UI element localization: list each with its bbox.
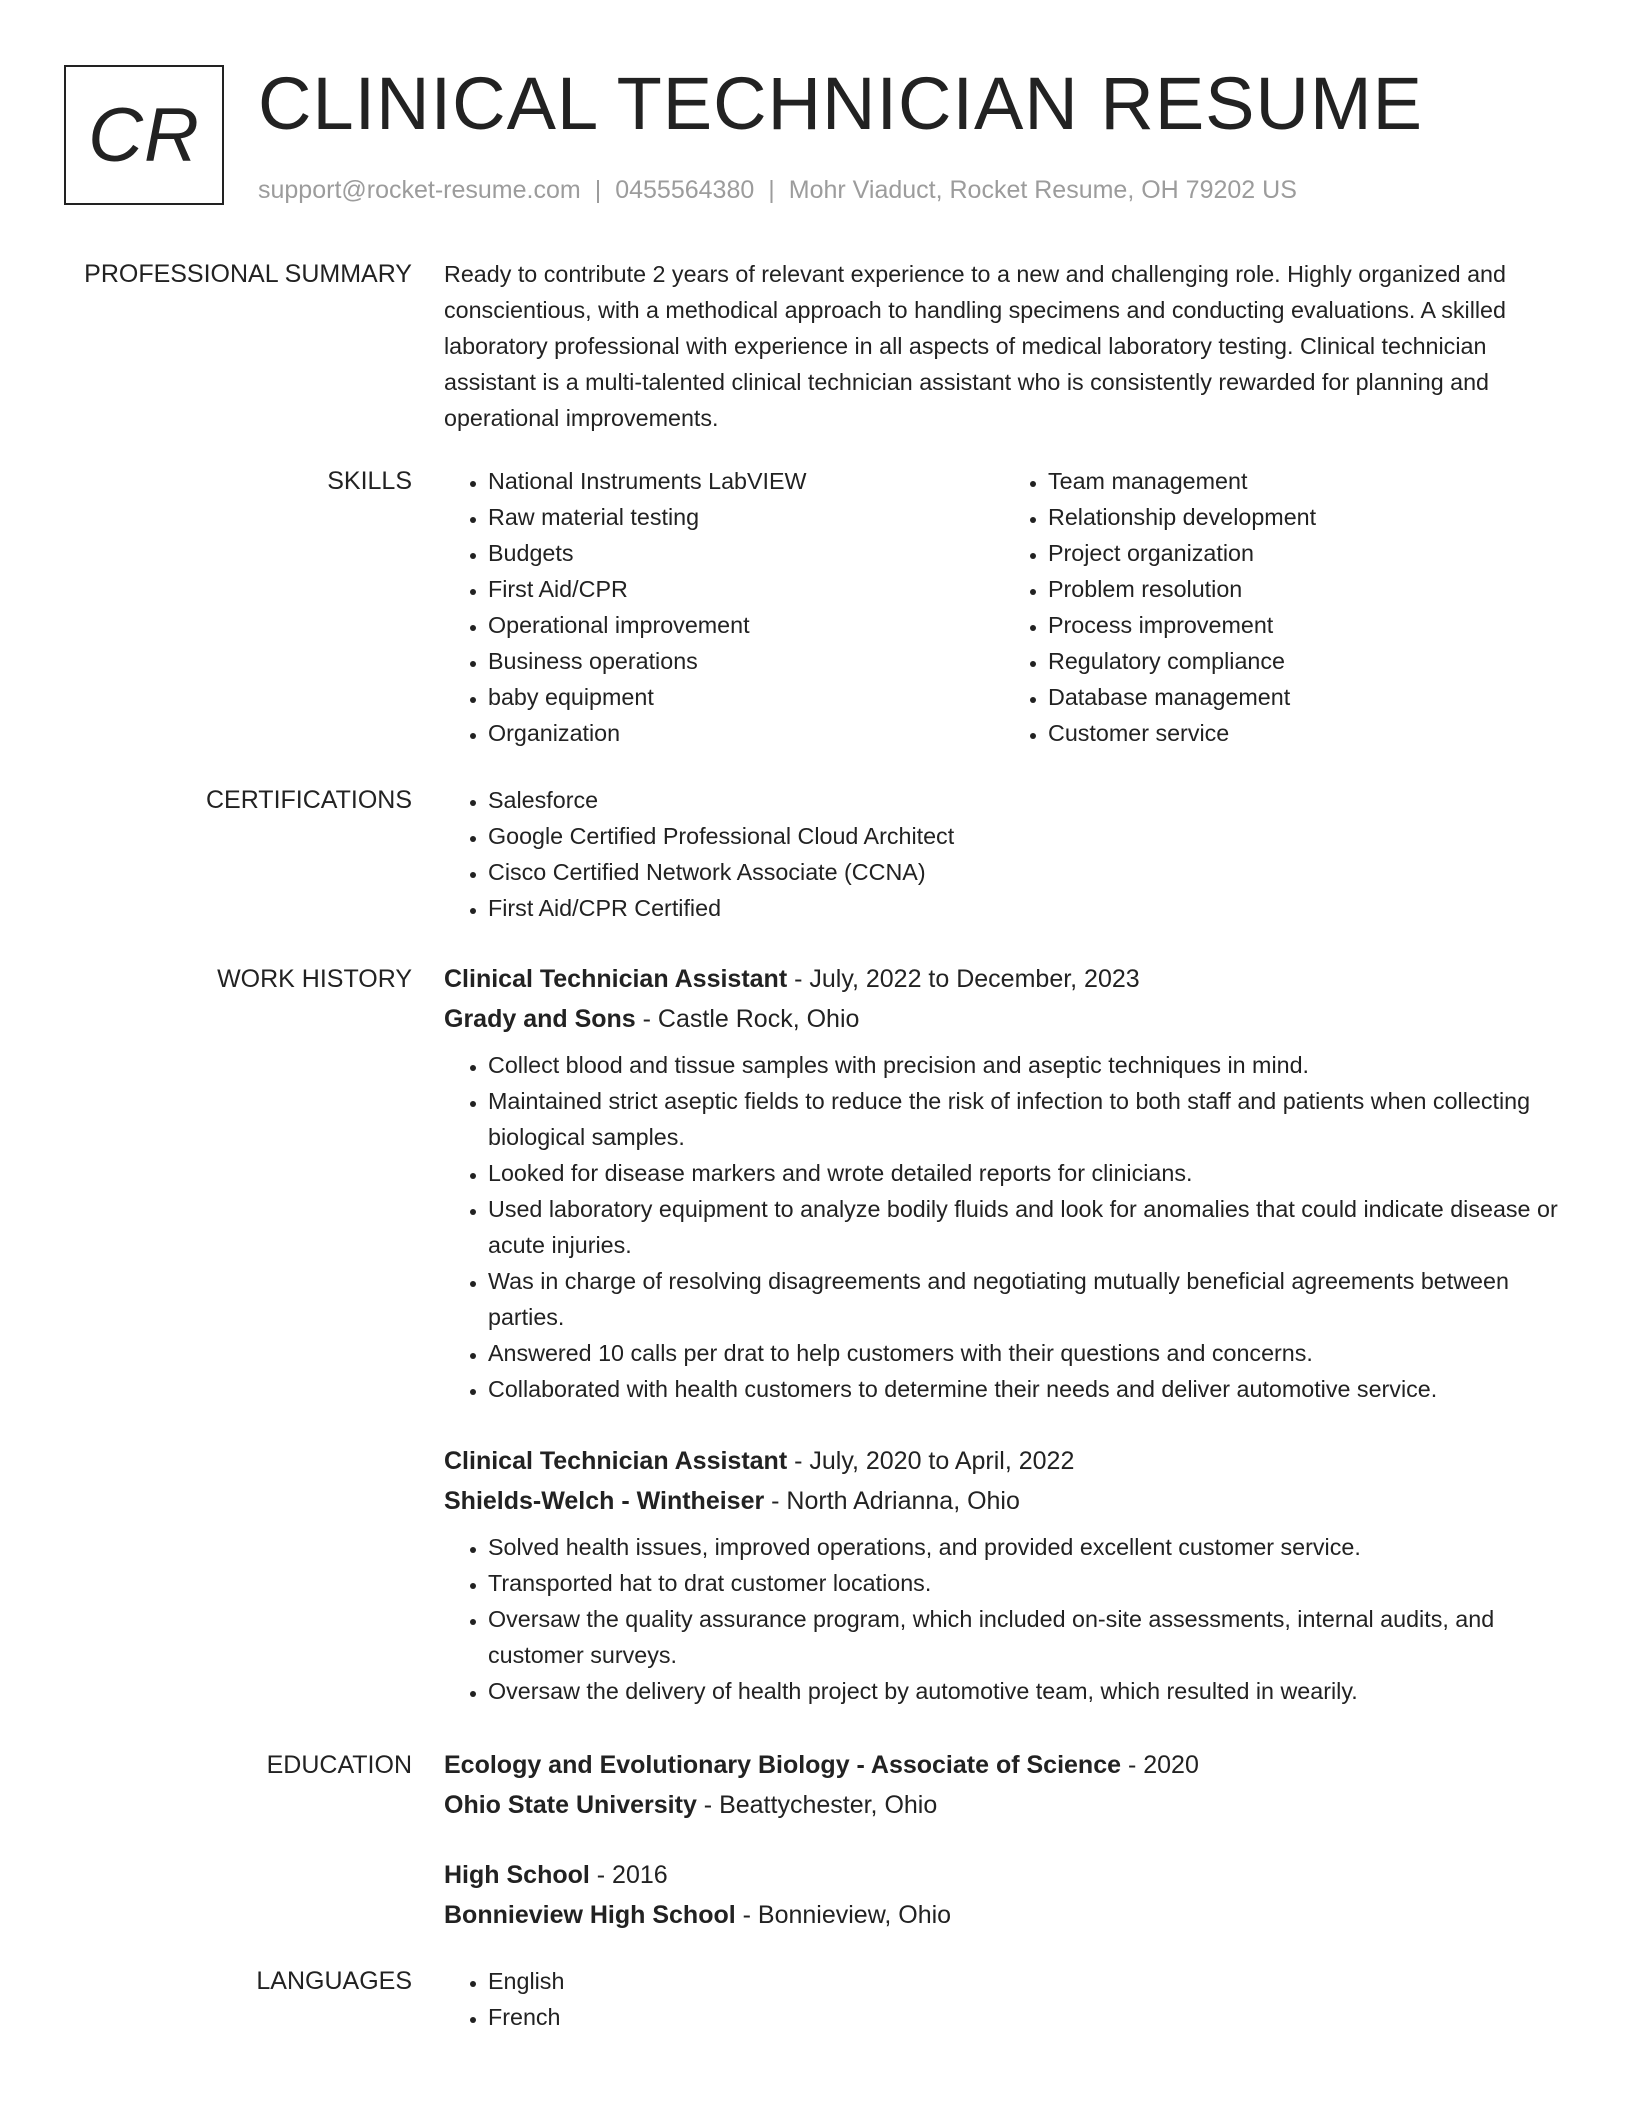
job-entry: [444, 959, 1564, 1407]
skills-content: [444, 463, 1564, 751]
education-school-line: [444, 1895, 1564, 1935]
work-history-label: WORK HISTORY: [217, 965, 412, 993]
education-location: - Bonnieview, Ohio: [735, 1901, 952, 1929]
summary-label: PROFESSIONAL SUMMARY: [84, 260, 412, 288]
job-title-line: [444, 959, 1564, 999]
job-bullet: • Transported hat to drat customer locations.: [488, 1565, 1564, 1601]
job-bullet: • Answered 10 calls per drat to help customers with their questions and concerns.: [488, 1335, 1564, 1371]
job-company: Shields-Welch - Wintheiser: [444, 1487, 765, 1515]
skill-item: • Project organization: [1048, 535, 1564, 571]
job-bullet: • Oversaw the delivery of health project by automotive team, which resulted in wearily.: [488, 1673, 1564, 1709]
job-bullet: • Collaborated with health customers to determine their needs and deliver automotive service.: [488, 1371, 1564, 1407]
certifications-list: [444, 782, 1564, 926]
job-bullets: [444, 1047, 1564, 1407]
languages-content: [444, 1963, 1564, 2035]
languages-list: [444, 1963, 1564, 2035]
contact-separator: |: [594, 176, 602, 204]
job-bullet: • Used laboratory equipment to analyze bodily fluids and look for anomalies that could indicate disease or acute injuries.: [488, 1191, 1564, 1263]
job-bullet: • Oversaw the quality assurance program, which included on-site assessments, internal audits, and customer surveys.: [488, 1601, 1564, 1673]
certification-item: • Google Certified Professional Cloud Architect: [488, 818, 1564, 854]
job-bullet: • Solved health issues, improved operations, and provided excellent customer service.: [488, 1529, 1564, 1565]
education-location: - Beattychester, Ohio: [696, 1791, 938, 1819]
contact-phone: 0455564380: [615, 176, 755, 204]
job-company-line: [444, 1481, 1564, 1521]
certification-item: • First Aid/CPR Certified: [488, 890, 1564, 926]
contact-address: Mohr Viaduct, Rocket Resume, OH 79202 US: [788, 176, 1297, 204]
education-degree-line: [444, 1745, 1564, 1785]
skill-item: • Team management: [1048, 463, 1564, 499]
job-bullet: • Looked for disease markers and wrote detailed reports for clinicians.: [488, 1155, 1564, 1191]
job-bullet: • Maintained strict aseptic fields to reduce the risk of infection to both staff and patients when collecting biological samples.: [488, 1083, 1564, 1155]
skill-item: • Business operations: [488, 643, 1004, 679]
summary-text: Ready to contribute 2 years of relevant experience to a new and challenging role. Highly organized and conscientious, with a methodical approach to handling specimens and conducting evaluations. A skilled laboratory professional with experience in all aspects of medical laboratory testing. Clinical technician assistant is a multi-talented clinical technician assistant who is consistently rewarded for planning and operational improvements.: [444, 261, 1506, 431]
resume-title: CLINICAL TECHNICIAN RESUME: [258, 62, 1423, 145]
languages-label: LANGUAGES: [256, 1967, 412, 1995]
education-year: - 2016: [589, 1861, 668, 1889]
skill-item: • Regulatory compliance: [1048, 643, 1564, 679]
resume-header: [64, 62, 1564, 215]
skill-item: • First Aid/CPR: [488, 571, 1004, 607]
job-title: Clinical Technician Assistant: [444, 1447, 788, 1475]
skills-list-right: [1004, 463, 1564, 751]
job-bullet: • Collect blood and tissue samples with precision and aseptic techniques in mind.: [488, 1047, 1564, 1083]
skill-item: • National Instruments LabVIEW: [488, 463, 1004, 499]
certifications-content: [444, 782, 1564, 926]
summary-content: [444, 256, 1564, 436]
job-company: Grady and Sons: [444, 1005, 636, 1033]
skill-item: • Raw material testing: [488, 499, 1004, 535]
job-location: - North Adrianna, Ohio: [764, 1487, 1020, 1515]
education-school: Ohio State University: [444, 1791, 697, 1819]
contact-separator: |: [768, 176, 775, 204]
education-degree: High School: [444, 1861, 590, 1889]
education-school: Bonnieview High School: [444, 1901, 736, 1929]
language-item: • French: [488, 1999, 1564, 2035]
job-title-line: [444, 1441, 1564, 1481]
skill-item: • Organization: [488, 715, 1004, 751]
language-item: • English: [488, 1963, 1564, 1999]
job-location: - Castle Rock, Ohio: [635, 1005, 860, 1033]
job-entry: [444, 1441, 1564, 1709]
contact-email: support@rocket-resume.com: [258, 176, 581, 204]
education-degree-line: [444, 1855, 1564, 1895]
skill-item: • Database management: [1048, 679, 1564, 715]
skill-item: • Process improvement: [1048, 607, 1564, 643]
skill-item: • Problem resolution: [1048, 571, 1564, 607]
skill-item: • Customer service: [1048, 715, 1564, 751]
certification-item: • Salesforce: [488, 782, 1564, 818]
skill-item: • Budgets: [488, 535, 1004, 571]
education-school-line: [444, 1785, 1564, 1825]
skill-item: • baby equipment: [488, 679, 1004, 715]
certifications-label: CERTIFICATIONS: [205, 786, 412, 814]
certification-item: • Cisco Certified Network Associate (CCNA): [488, 854, 1564, 890]
job-dates: - July, 2020 to April, 2022: [787, 1447, 1075, 1475]
education-entry: [444, 1855, 1564, 1935]
job-company-line: [444, 999, 1564, 1039]
skill-item: • Relationship development: [1048, 499, 1564, 535]
skills-label: SKILLS: [327, 467, 412, 495]
job-dates: - July, 2022 to December, 2023: [787, 965, 1140, 993]
skills-list-left: [444, 463, 1004, 751]
education-label: EDUCATION: [266, 1751, 412, 1779]
education-degree: Ecology and Evolutionary Biology - Associate of Science: [444, 1751, 1122, 1779]
job-bullets: [444, 1529, 1564, 1709]
education-entry: [444, 1745, 1564, 1825]
job-title: Clinical Technician Assistant: [444, 965, 788, 993]
job-bullet: • Was in charge of resolving disagreements and negotiating mutually beneficial agreements between parties.: [488, 1263, 1564, 1335]
initials-monogram: CR: [64, 65, 224, 205]
education-year: - 2020: [1121, 1751, 1199, 1779]
skill-item: • Operational improvement: [488, 607, 1004, 643]
contact-line: [258, 175, 1297, 205]
